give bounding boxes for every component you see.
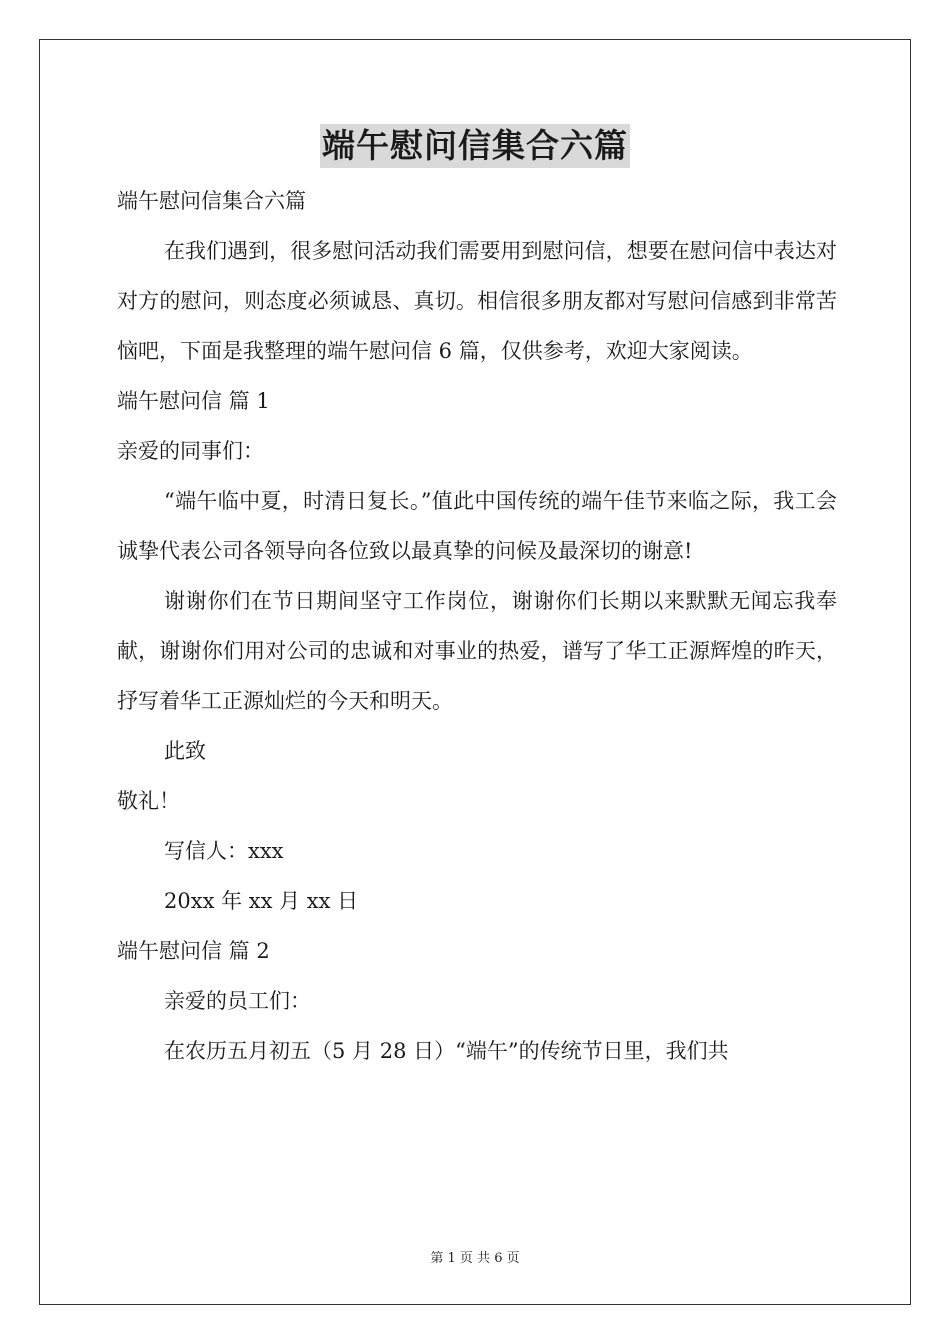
document-body: [117, 176, 837, 1076]
paragraph-1: “端午临中夏，时清日复长。”值此中国传统的端午佳节来临之际，我工会诚挚代表公司各领导向各位致以最真挚的问候及最深切的谢意!: [117, 489, 837, 563]
section-2-heading: 端午慰问信 篇 2: [117, 939, 270, 963]
paragraph-3: 在农历五月初五（5 月 28 日）“端午”的传统节日里，我们共: [164, 1039, 729, 1063]
date: 20xx 年 xx 月 xx 日: [164, 889, 359, 913]
signer: 写信人：xxx: [164, 839, 284, 863]
salutation-1: 亲爱的同事们：: [117, 439, 264, 463]
title-container: [0, 124, 950, 168]
closing-2: 敬礼！: [117, 789, 180, 813]
closing-1: 此致: [164, 739, 206, 763]
document-title: 端午慰问信集合六篇: [320, 124, 630, 168]
salutation-2: 亲爱的员工们：: [164, 989, 311, 1013]
subtitle: 端午慰问信集合六篇: [117, 189, 306, 213]
section-1-heading: 端午慰问信 篇 1: [117, 389, 270, 413]
intro-paragraph: 在我们遇到，很多慰问活动我们需要用到慰问信，想要在慰问信中表达对对方的慰问，则态度必须诚恳、真切。相信很多朋友都对写慰问信感到非常苦恼吧，下面是我整理的端午慰问信 6 篇，仅供参考，欢迎大家阅读。: [117, 239, 837, 363]
page-footer: 第 1 页 共 6 页: [430, 1251, 520, 1266]
paragraph-2: 谢谢你们在节日期间坚守工作岗位，谢谢你们长期以来默默无闻忘我奉献，谢谢你们用对公司的忠诚和对事业的热爱，谱写了华工正源辉煌的昨天，抒写着华工正源灿烂的今天和明天。: [117, 589, 837, 713]
